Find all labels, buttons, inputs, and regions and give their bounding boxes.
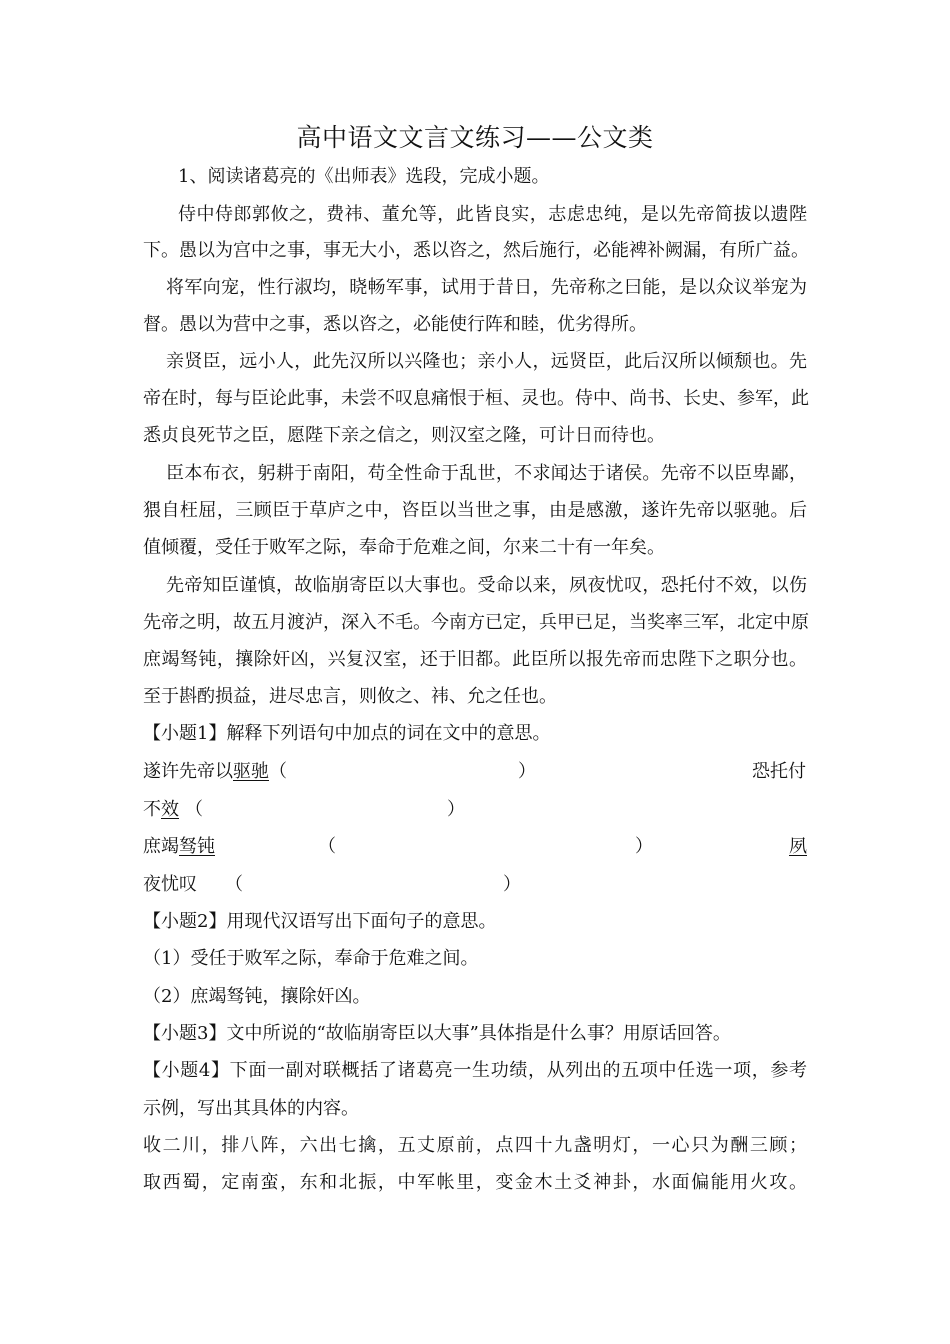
passage-line: 帝在时，每与臣论此事，未尝不叹息痛恨于桓、灵也。侍中、尚书、长史、参军，此 (143, 388, 809, 409)
page-title: 高中语文文言文练习——公文类 (296, 123, 654, 152)
q1-item-c-prefix: 庶竭 (143, 836, 179, 857)
passage-line: 亲贤臣，远小人，此先汉所以兴隆也；亲小人，远贤臣，此后汉所以倾颓也。先 (166, 351, 807, 372)
question-3-label: 【小题3】文中所说的“故临崩寄臣以大事”具体指是什么事？用原话回答。 (143, 1023, 731, 1044)
question-2-sentence-2: （2）庶竭驽钝，攘除奸凶。 (143, 986, 371, 1007)
q1-item-c-word: 驽钝 (179, 836, 215, 857)
passage-line: 将军向宠，性行淑均，晓畅军事，试用于昔日，先帝称之曰能，是以众议举宠为 (166, 277, 807, 298)
question-4-label: 【小题4】下面一副对联概括了诸葛亮一生功绩，从列出的五项中任选一项，参考 (143, 1060, 807, 1081)
question-2-sentence-1: （1）受任于败军之际，奉命于危难之间。 (143, 948, 479, 969)
q1-item-b (143, 795, 179, 821)
question-2-label: 【小题2】用现代汉语写出下面句子的意思。 (143, 911, 497, 932)
passage-line: 庶竭驽钝，攘除奸凶，兴复汉室，还于旧都。此臣所以报先帝而忠陛下之职分也。 (143, 649, 807, 670)
q1-item-c (143, 832, 215, 858)
q1-item-a-open-paren: （ (269, 761, 287, 782)
q1-item-d-open-paren: （ (225, 874, 243, 895)
passage-line: 臣本布衣，躬耕于南阳，苟全性命于乱世，不求闻达于诸侯。先帝不以臣卑鄙， (166, 463, 807, 484)
question-1-label: 【小题1】解释下列语句中加点的词在文中的意思。 (143, 723, 551, 744)
couplet-line-1: 收二川，排八阵，六出七擒，五丈原前，点四十九盏明灯，一心只为酬三顾； (143, 1135, 807, 1156)
q1-item-b-word: 效 (161, 799, 179, 820)
question-intro: 1、阅读诸葛亮的《出师表》选段，完成小题。 (178, 166, 550, 187)
passage-line: 侍中侍郎郭攸之，费祎、董允等，此皆良实，志虑忠纯，是以先帝简拔以遗陛 (178, 204, 807, 225)
q1-item-a-close-paren: ） (518, 761, 536, 782)
q1-item-a-prefix: 遂许先帝以 (143, 761, 233, 782)
question-4-label-cont: 示例，写出其具体的内容。 (143, 1098, 359, 1119)
passage-line: 下。愚以为宫中之事，事无大小，悉以咨之，然后施行，必能裨补阙漏，有所广益。 (143, 240, 809, 261)
passage-line: 值倾覆，受任于败军之际，奉命于危难之间，尔来二十有一年矣。 (143, 537, 665, 558)
passage-line: 先帝知臣谨慎，故临崩寄臣以大事也。受命以来，夙夜忧叹，恐托付不效，以伤 (166, 575, 807, 596)
q1-item-b-close-paren: ） (447, 799, 465, 820)
couplet-line-2: 取西蜀，定南蛮，东和北振，中军帐里，变金木土爻神卦，水面偏能用火攻。 (143, 1172, 807, 1193)
q1-item-d-word: 夙 (789, 836, 807, 857)
passage-line: 至于斟酌损益，进尽忠言，则攸之、祎、允之任也。 (143, 686, 557, 707)
q1-item-d-close-paren: ） (503, 874, 521, 895)
q1-item-d-rest: 夜忧叹 (143, 874, 197, 895)
passage-line: 先帝之明，故五月渡泸，深入不毛。今南方已定，兵甲已足，当奖率三军，北定中原 (143, 612, 809, 633)
passage-line: 猥自枉屈，三顾臣于草庐之中，咨臣以当世之事，由是感激，遂许先帝以驱驰。后 (143, 500, 807, 521)
q1-item-b-prefix: 恐托付 (752, 761, 806, 782)
q1-item-a (143, 757, 287, 783)
q1-item-b-open-paren: （ (185, 799, 203, 820)
q1-item-b-prefix2: 不 (143, 799, 161, 820)
passage-line: 督。愚以为营中之事，悉以咨之，必能使行阵和睦，优劣得所。 (143, 314, 647, 335)
q1-item-c-close-paren: ） (635, 836, 653, 857)
q1-item-c-open-paren: （ (318, 836, 336, 857)
q1-item-a-word: 驱驰 (233, 761, 269, 782)
passage-line: 悉贞良死节之臣，愿陛下亲之信之，则汉室之隆，可计日而待也。 (143, 425, 665, 446)
